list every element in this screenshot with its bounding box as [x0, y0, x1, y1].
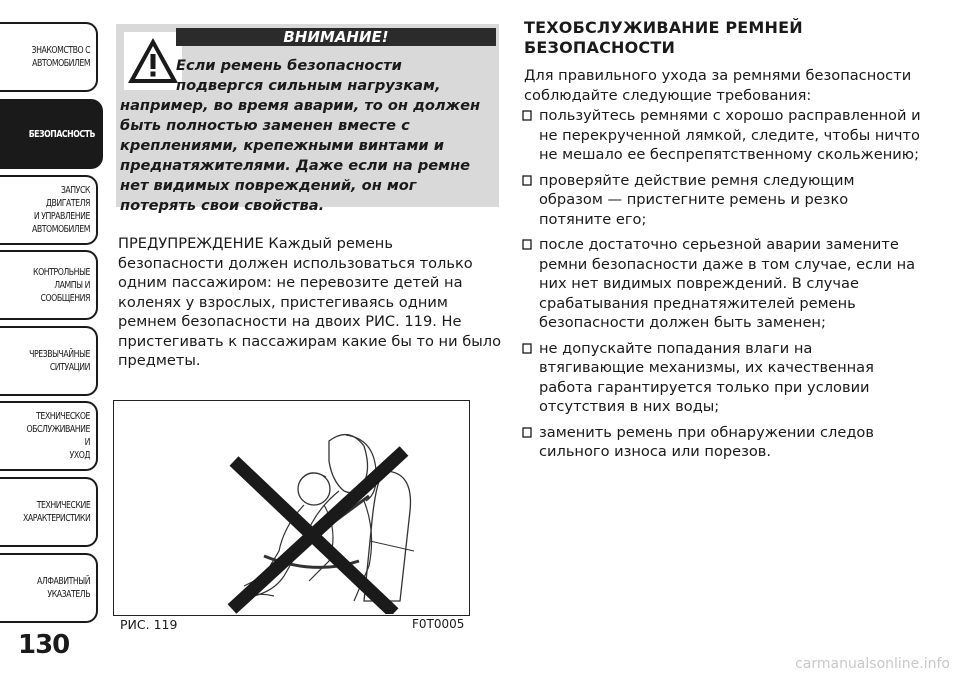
page-number: 130: [18, 630, 70, 660]
list-item-text: проверяйте действие ремня следующим образом — пристегните ремень и резко потяните его;: [539, 171, 855, 228]
warning-body: например, во время аварии, то он должен быть полностью заменен вместе с креплениями, крепежными винтами и преднатяжителями. Даже если на ремне нет видимых повреждений, он мог потерять свои свойства.: [120, 97, 481, 214]
checkbox-bullet-icon: [522, 175, 532, 186]
checkbox-bullet-icon: [522, 110, 532, 121]
tab-label: АЛФАВИТНЫЙ УКАЗАТЕЛЬ: [36, 576, 90, 600]
tab-label: БЕЗОПАСНОСТЬ: [28, 128, 95, 140]
tab-label: ЗНАКОМСТВО С АВТОМОБИЛЕМ: [31, 45, 90, 69]
list-item: [521, 423, 921, 462]
list-item: [521, 235, 921, 333]
tab-safety[interactable]: [0, 99, 103, 169]
list-item-text: заменить ремень при обнаружении следов сильного износа или порезов.: [539, 423, 874, 460]
warning-text: [120, 56, 496, 216]
warning-header: ВНИМАНИЕ!: [176, 28, 496, 46]
warning-line-1: Если ремень безопасности: [176, 57, 402, 74]
figure-code: F0T0005: [412, 617, 465, 631]
tab-label: ЗАПУСК ДВИГАТЕЛЯ И УПРАВЛЕНИЕ АВТОМОБИЛЕМ: [31, 185, 90, 235]
checkbox-bullet-icon: [522, 239, 532, 250]
tab-warning-lights[interactable]: [0, 250, 98, 320]
checkbox-bullet-icon: [522, 343, 532, 354]
child-warning-paragraph: ПРЕДУПРЕЖДЕНИЕ Каждый ремень безопасности должен использоваться только одним пассажиром: не перевозите детей на коленях у взрослых, пристегиваясь одним ремнем безопасности на двоих РИС. 119. Не пристегивать к пассажирам какие бы то ни было предметы.: [118, 235, 501, 369]
list-item-text: пользуйтесь ремнями с хорошо расправленной и не перекрученной лямкой, следите, чтобы ничто не мешало ее беспрепятственному скольжению;: [539, 107, 921, 163]
list-item: [521, 106, 921, 165]
tab-emergencies[interactable]: [0, 326, 98, 396]
list-item-text: после достаточно серьезной аварии замените ремни безопасности даже в том случае, если на них нет видимых повреждений. В случае срабатывания преднатяжителей ремень безопасности должен быть заменен;: [539, 236, 916, 331]
checkbox-bullet-icon: [522, 427, 532, 438]
maintenance-list: [521, 106, 921, 468]
tab-acquaintance[interactable]: [0, 22, 98, 92]
list-item: [521, 339, 921, 417]
list-item: [521, 171, 921, 230]
tab-index[interactable]: [0, 553, 98, 623]
watermark: carmanualsonline.info: [795, 656, 950, 672]
tab-label: ЧРЕЗВЫЧАЙНЫЕ СИТУАЦИИ: [29, 349, 90, 373]
tab-maintenance[interactable]: [0, 401, 98, 471]
tab-engine-start[interactable]: [0, 175, 98, 245]
section-intro: Для правильного ухода за ремнями безопасности соблюдайте следующие требования:: [524, 67, 912, 104]
child-on-lap-illustration: [114, 401, 468, 614]
figure-caption: РИС. 119: [120, 617, 178, 632]
tab-label: ТЕХНИЧЕСКИЕ ХАРАКТЕРИСТИКИ: [22, 500, 90, 524]
tab-label: КОНТРОЛЬНЫЕ ЛАМПЫ И СООБЩЕНИЯ: [33, 266, 90, 304]
figure-119: [113, 400, 470, 616]
tab-label: ТЕХНИЧЕСКОЕ ОБСЛУЖИВАНИЕ И УХОД: [26, 411, 90, 461]
tab-specifications[interactable]: [0, 477, 98, 547]
warning-line-2: подвергся сильным нагрузкам,: [176, 77, 441, 94]
list-item-text: не допускайте попадания влаги на втягивающие механизмы, их качественная работа гарантируется только при условии отсутствия в них воды;: [539, 339, 874, 415]
chapter-tabs: [0, 0, 112, 640]
section-title: ТЕХОБСЛУЖИВАНИЕ РЕМНЕЙ БЕЗОПАСНОСТИ: [524, 18, 803, 57]
